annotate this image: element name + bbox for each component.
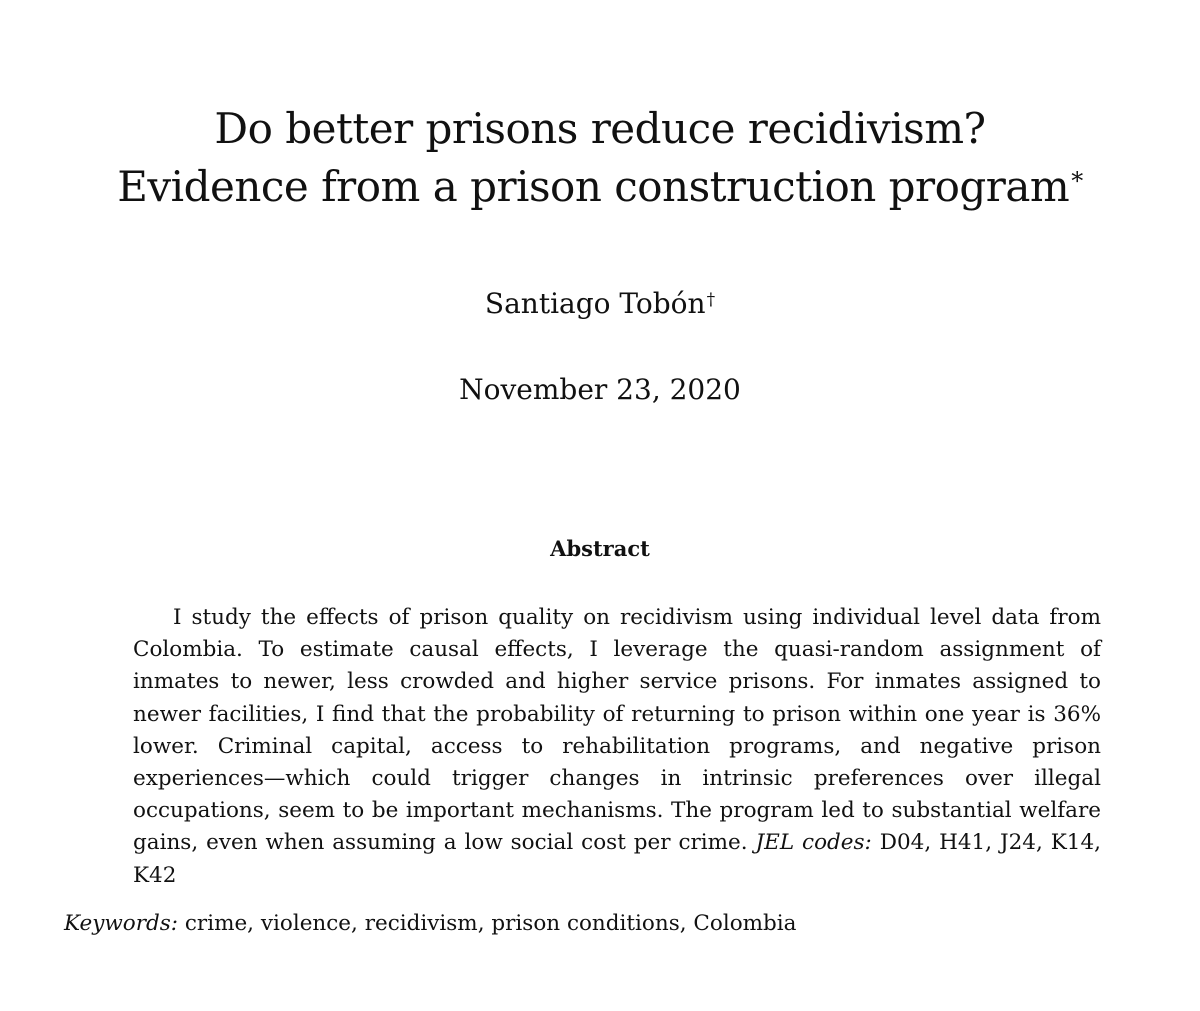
publication-date: November 23, 2020 [459, 373, 741, 406]
abstract-heading: Abstract [550, 536, 650, 561]
jel-codes-label: JEL codes: [755, 830, 872, 856]
title-footnote-mark[interactable]: * [1071, 167, 1083, 195]
abstract-text: I study the effects of prison quality on recidivism using individual level data from Colombia. To estimate causal effects, I leverage the quasi-random assignment of inmates to newer, less crowded and higher service prisons. For inmates assigned to newer facilities, I find that the probability of returning to prison within one year is 36% lower. Criminal capital, access to rehabilitation programs, and negative prison experiences—which could trigger changes in intrinsic preferences over illegal occupations, seem to be important mechanisms. The program led to substantial welfare gains, even when assuming a low social cost per crime. [133, 605, 1101, 856]
paper-title [0, 100, 1200, 216]
title-line-2 [0, 158, 1200, 216]
author [0, 284, 1200, 324]
author-footnote-mark[interactable]: † [706, 290, 716, 310]
title-line-2-text: Evidence from a prison construction program [117, 162, 1070, 211]
author-name: Santiago Tobón [484, 287, 706, 320]
jel-codes: D04, H41, J24, K14, K42 [133, 830, 1101, 888]
keywords-label: Keywords: [64, 911, 179, 936]
abstract-body [133, 602, 1101, 892]
title-line-1: Do better prisons reduce recidivism? [214, 104, 986, 153]
keywords-list: crime, violence, recidivism, prison conditions, Colombia [184, 911, 797, 936]
keywords [64, 908, 796, 940]
